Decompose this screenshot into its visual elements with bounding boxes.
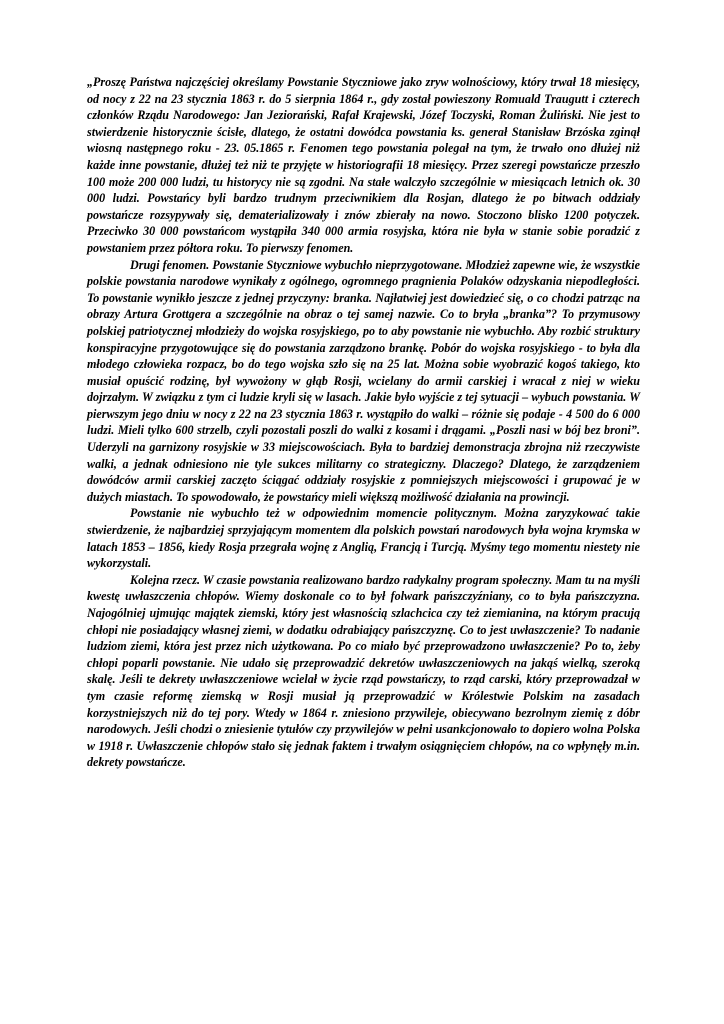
paragraph-2: Drugi fenomen. Powstanie Styczniowe wybuchło nieprzygotowane. Młodzież zapewne wie, że wszystkie polskie powstania narodowe wynikały z ogólnego, ogromnego pragnienia Polaków odzyskania niepodległości. To powstanie wynikło jeszcze z jednej przyczyny: branka. Najłatwiej jest dowiedzieć się, o co chodzi patrząc na obrazy Artura Grottgera a szczególnie na obraz o tej samej nazwie. Co to bryła „branka”? To przymusowy polskiej patriotycznej młodzieży do wojska rosyjskiego, po to aby powstanie nie wybuchło. Aby rozbić struktury konspiracyjne przygotowujące się do powstania zarządzono brankę. Pobór do wojska rosyjskiego - to była dla młodego człowieka rozpacz, bo do tego wojska szło się na 25 lat. Można sobie wyobrazić kogoś takiego, kto musiał opuścić rodzinę, był wywożony w głąb Rosji, wcielany do armii carskiej i wracał z niej w wieku dojrzałym. W związku z tym ci ludzie kryli się w lasach. Jakie było wyjście z tej sytuacji – wybuch powstania. W pierwszym jego dniu w nocy z 22 na 23 stycznia 1863 r. wystąpiło do walki – różnie się podaje - 4 500 do 6 000 ludzi. Mieli tylko 600 strzelb, czyli pozostali poszli do walki z kosami i drągami. „Poszli nasi w bój bez broni”. Uderzyli na garnizony rosyjskie w 33 miejscowościach. Była to bardziej demonstracja zbrojna niż rzeczywiste walki, a jednak odniesiono nie tyle sukces militarny co strategiczny. Dlaczego? Dlatego, że zarządzeniem dowódców armii carskiej zaczęto ściągać oddziały rosyjskie z pomniejszych miejscowości i grupować je w dużych miastach. To spowodowało, że powstańcy mieli większą możliwość działania na prowincji. xyxy=(87,257,640,504)
paragraph-3: Powstanie nie wybuchło też w odpowiednim momencie politycznym. Można zaryzykować takie stwierdzenie, że najbardziej sprzyjającym momentem dla polskich powstań narodowych była wojna krymska w latach 1853 – 1856, kiedy Rosja przegrała wojnę z Anglią, Francją i Turcją. Myśmy tego momentu niestety nie wykorzystali. xyxy=(87,506,640,571)
document-page xyxy=(87,74,640,771)
paragraph-4: Kolejna rzecz. W czasie powstania realizowano bardzo radykalny program społeczny. Mam tu na myśli kwestę uwłaszczenia chłopów. Wiemy doskonale co to był folwark pańszczyźniany, co to była pańszczyzna. Najogólniej ujmując majątek ziemski, który jest własnością szlachcica czy też ziemianina, na którym pracują chłopi nie posiadający własnej ziemi, w dodatku odrabiający pańszczyznę. Co to jest uwłaszczenie? To nadanie ludziom ziemi, która jest przez nich użytkowana. Po co miało być przeprowadzono uwłaszczenie? Po to, żeby chłopi poparli powstanie. Nie udało się przeprowadzić dekretów uwłaszczeniowych na jakąś wielką, szeroką skalę. Jeśli te dekrety uwłaszczeniowe wcielał w życie rząd powstańczy, to rząd carski, który przeprowadzał w tym czasie reformę ziemską w Rosji musiał ją przeprowadzić w Królestwie Polskim na zasadach korzystniejszych niż do tej pory. Wtedy w 1864 r. zniesiono przywileje, obiecywano bezrolnym ziemię z dóbr narodowych. Jeśli chodzi o zniesienie tytułów czy przywilejów w pełni usankcjonowało to dopiero wolna Polska w 1918 r. Uwłaszczenie chłopów stało się jednak faktem i trwałym osiągnięciem chłopów, na co wpłynęły m.in. dekrety powstańcze. xyxy=(87,572,640,770)
paragraph-1: „Proszę Państwa najczęściej określamy Powstanie Styczniowe jako zryw wolnościowy, który trwał 18 miesięcy, od nocy z 22 na 23 stycznia 1863 r. do 5 sierpnia 1864 r., gdy został powieszony Romuald Traugutt i czterech członków Rządu Narodowego: Jan Jeziorański, Rafał Krajewski, Józef Toczyski, Roman Żuliński. Nie jest to stwierdzenie historycznie ścisłe, dlatego, że ostatni dowódca powstania ks. generał Stanisław Brzóska zginął wiosną następnego roku - 23. 05.1865 r. Fenomen tego powstania polegał na tym, że trwało ono dłużej niż każde inne powstanie, dłużej też niż te przyjęte w historiografii 18 miesięcy. Przez szeregi powstańcze przeszło 100 może 200 000 ludzi, tu historycy nie są zgodni. Na stałe walczyło szczególnie w miesiącach letnich ok. 30 000 ludzi. Powstańcy byli bardzo trudnym przeciwnikiem dla Rosjan, dlatego że po bitwach oddziały powstańcze rozsypywały się, dematerializowały i znów zbierały na nowo. Stoczono blisko 1200 potyczek. Przeciwko 30 000 powstańcom wystąpiła 340 000 armia rosyjska, która nie była w stanie sobie poradzić z powstaniem przez półtora roku. To pierwszy fenomen. xyxy=(87,75,640,255)
